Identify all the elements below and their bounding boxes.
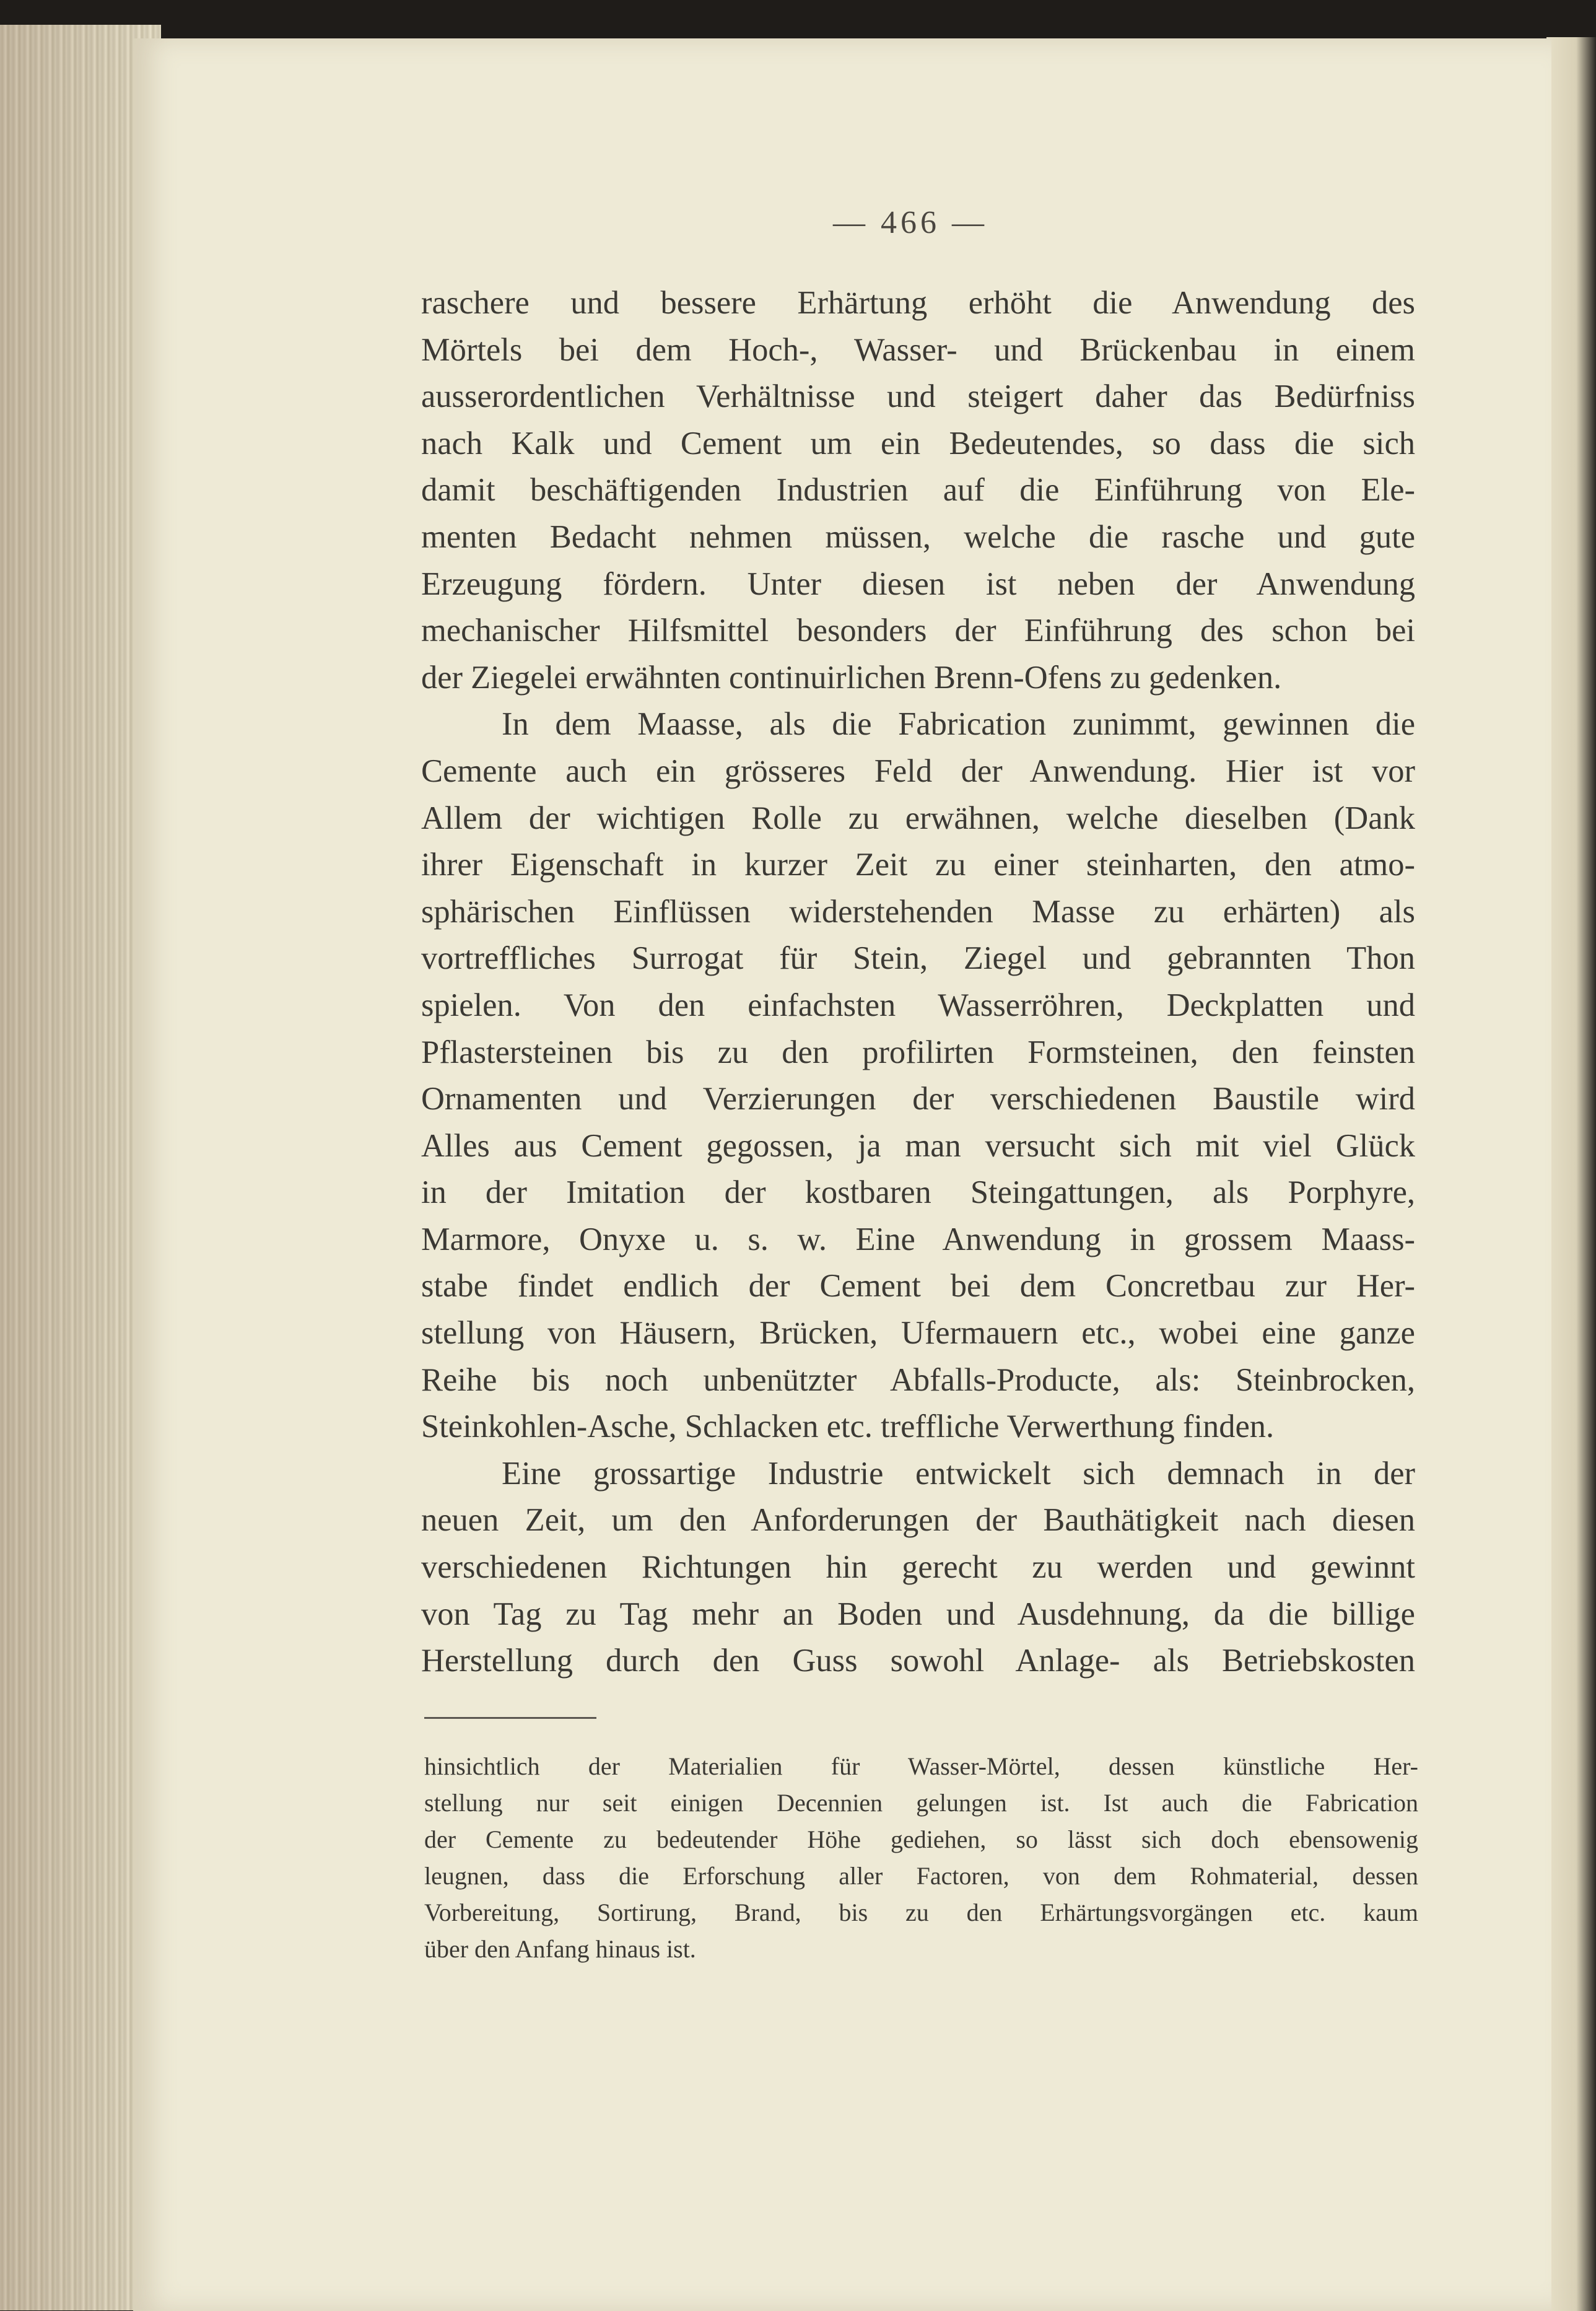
body-line: menten Bedacht nehmen müssen, welche die rasche und gute [421, 518, 1415, 555]
footnote-line: der Cemente zu bedeutender Höhe gediehen, so lässt sich doch ebensowenig [424, 1825, 1418, 1853]
body-line: mechanischer Hilfsmittel besonders der Einführung des schon bei [421, 613, 1415, 649]
page-number: — 466 — [833, 205, 988, 240]
body-line: Alles aus Cement gegossen, ja man versucht sich mit viel Glück [421, 1127, 1415, 1164]
body-line: damit beschäftigenden Industrien auf die Einführung von Ele- [421, 472, 1415, 509]
body-line: ihrer Eigenschaft in kurzer Zeit zu einer steinharten, den atmo- [421, 847, 1415, 883]
footnote-divider [424, 1717, 596, 1719]
paragraph-start: Eine grossartige Industrie entwickelt sich demnach in der [502, 1455, 1415, 1492]
body-line: sphärischen Einflüssen widerstehenden Masse zu erhärten) als [421, 893, 1415, 930]
body-line: Herstellung durch den Guss sowohl Anlage- als Betriebskosten [421, 1643, 1415, 1679]
footnote-line: stellung nur seit einigen Decennien gelungen ist. Ist auch die Fabrication [424, 1789, 1418, 1817]
body-line: raschere und bessere Erhärtung erhöht die Anwendung des [421, 285, 1415, 321]
body-line: Allem der wichtigen Rolle zu erwähnen, welche dieselben (Dank [421, 800, 1415, 836]
body-line: stabe findet endlich der Cement bei dem Concretbau zur Her- [421, 1268, 1415, 1304]
body-line: der Ziegelei erwähnten continuirlichen Brenn-Ofens zu gedenken. [421, 659, 1282, 696]
body-line: nach Kalk und Cement um ein Bedeutendes, so dass die sich [421, 425, 1415, 461]
page-edge-right [1546, 37, 1596, 2311]
footnote [424, 1748, 1418, 1967]
body-line: in der Imitation der kostbaren Steingattungen, als Porphyre, [421, 1174, 1415, 1211]
body-line: neuen Zeit, um den Anforderungen der Bauthätigkeit nach diesen [421, 1502, 1415, 1539]
body-line: spielen. Von den einfachsten Wasserröhren, Deckplatten und [421, 987, 1415, 1023]
body-text [421, 280, 1415, 1685]
body-line: Reihe bis noch unbenützter Abfalls-Producte, als: Steinbrocken, [421, 1361, 1415, 1398]
body-line: Marmore, Onyxe u. s. w. Eine Anwendung in grossem Maass- [421, 1221, 1415, 1257]
body-line: Pflastersteinen bis zu den profilirten Formsteinen, den feinsten [421, 1034, 1415, 1070]
body-line: ausserordentlichen Verhältnisse und steigert daher das Bedürfniss [421, 378, 1415, 415]
body-line: Steinkohlen-Asche, Schlacken etc. treffliche Verwerthung finden. [421, 1409, 1275, 1445]
body-line: stellung von Häusern, Brücken, Ufermauern etc., wobei eine ganze [421, 1315, 1415, 1352]
body-line: Ornamenten und Verzierungen der verschiedenen Baustile wird [421, 1081, 1415, 1117]
body-line: vortreffliches Surrogat für Stein, Ziegel und gebrannten Thon [421, 940, 1415, 977]
footnote-line: über den Anfang hinaus ist. [424, 1935, 696, 1963]
footnote-line: hinsichtlich der Materialien für Wasser-Mörtel, dessen künstliche Her- [424, 1752, 1418, 1780]
body-line: von Tag zu Tag mehr an Boden und Ausdehnung, da die billige [421, 1596, 1415, 1632]
body-line: Mörtels bei dem Hoch-, Wasser- und Brückenbau in einem [421, 331, 1415, 368]
footnote-line: leugnen, dass die Erforschung aller Factoren, von dem Rohmaterial, dessen [424, 1862, 1418, 1890]
body-line: Cemente auch ein grösseres Feld der Anwendung. Hier ist vor [421, 753, 1415, 789]
body-line: verschiedenen Richtungen hin gerecht zu werden und gewinnt [421, 1549, 1415, 1586]
footnote-line: Vorbereitung, Sortirung, Brand, bis zu den Erhärtungsvorgängen etc. kaum [424, 1898, 1418, 1926]
body-line: Erzeugung fördern. Unter diesen ist neben der Anwendung [421, 566, 1415, 602]
paragraph-start: In dem Maasse, als die Fabrication zunimmt, gewinnen die [502, 706, 1415, 743]
